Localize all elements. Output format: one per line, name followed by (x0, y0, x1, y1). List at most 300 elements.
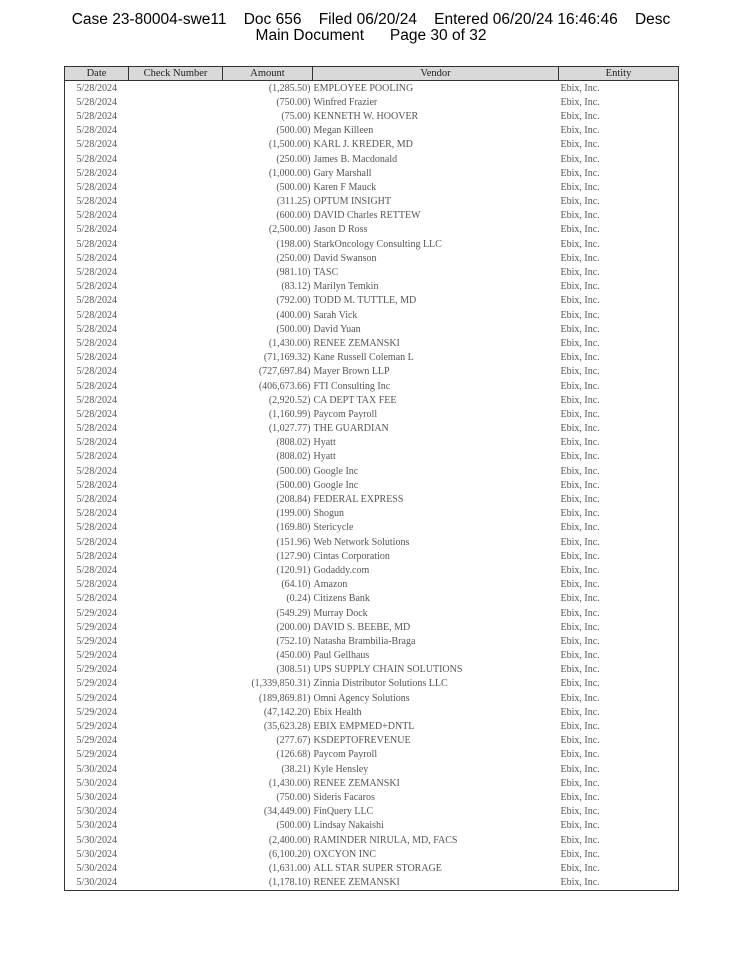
table-row (65, 138, 679, 152)
vendor-cell: Murray Dock (313, 607, 368, 619)
amount-cell: (808.02) (276, 437, 311, 449)
check-number-cell (129, 492, 223, 506)
entity-cell: Ebix, Inc. (559, 393, 679, 407)
amount-cell: (1,430.00) (268, 777, 311, 789)
check-number-cell (129, 195, 223, 209)
check-number-cell (129, 124, 223, 138)
table-row (65, 407, 679, 421)
check-number-cell (129, 776, 223, 790)
vendor-cell: FTI Consulting Inc (313, 380, 391, 392)
check-number-cell (129, 705, 223, 719)
date-cell: 5/28/2024 (65, 407, 129, 421)
table-row (65, 436, 679, 450)
entity-cell: Ebix, Inc. (559, 294, 679, 308)
check-number-cell (129, 790, 223, 804)
vendor-cell: RENEE ZEMANSKI (313, 337, 400, 349)
check-number-cell (129, 861, 223, 875)
table-row (65, 265, 679, 279)
date-cell: 5/29/2024 (65, 677, 129, 691)
column-header-date: Date (65, 67, 129, 81)
date-cell: 5/28/2024 (65, 464, 129, 478)
amount-cell: (38.21) (281, 763, 311, 775)
amount-cell: (2,500.00) (268, 224, 311, 236)
amount-cell: (450.00) (276, 650, 311, 662)
date-cell: 5/28/2024 (65, 379, 129, 393)
table-row (65, 705, 679, 719)
entity-cell: Ebix, Inc. (559, 663, 679, 677)
table-row (65, 592, 679, 606)
vendor-cell: Shogun (313, 508, 345, 520)
date-cell: 5/30/2024 (65, 762, 129, 776)
entity-cell: Ebix, Inc. (559, 251, 679, 265)
check-number-cell (129, 563, 223, 577)
date-cell: 5/28/2024 (65, 492, 129, 506)
check-number-cell (129, 407, 223, 421)
table-row (65, 876, 679, 891)
check-number-cell (129, 535, 223, 549)
vendor-cell: OXCYON INC (313, 848, 376, 860)
entity-cell: Ebix, Inc. (559, 195, 679, 209)
entity-cell: Ebix, Inc. (559, 762, 679, 776)
check-number-cell (129, 280, 223, 294)
amount-cell: (1,631.00) (268, 862, 311, 874)
amount-cell: (500.00) (276, 125, 311, 137)
table-row (65, 649, 679, 663)
vendor-cell: EMPLOYEE POOLING (313, 82, 414, 94)
entity-cell: Ebix, Inc. (559, 705, 679, 719)
amount-cell: (792.00) (276, 295, 311, 307)
entity-cell: Ebix, Inc. (559, 265, 679, 279)
table-row (65, 691, 679, 705)
table-row (65, 677, 679, 691)
entity-cell: Ebix, Inc. (559, 365, 679, 379)
amount-cell: (64.10) (281, 579, 311, 591)
table-row (65, 237, 679, 251)
table-row (65, 180, 679, 194)
entity-cell: Ebix, Inc. (559, 677, 679, 691)
vendor-cell: Paycom Payroll (313, 408, 378, 420)
vendor-cell: StarkOncology Consulting LLC (313, 238, 442, 250)
table-row (65, 762, 679, 776)
check-number-cell (129, 464, 223, 478)
date-cell: 5/28/2024 (65, 578, 129, 592)
vendor-cell: THE GUARDIAN (313, 423, 389, 435)
entity-cell: Ebix, Inc. (559, 847, 679, 861)
date-cell: 5/28/2024 (65, 365, 129, 379)
entity-cell: Ebix, Inc. (559, 336, 679, 350)
check-number-cell (129, 578, 223, 592)
date-cell: 5/28/2024 (65, 223, 129, 237)
amount-cell: (1,027.77) (268, 423, 311, 435)
date-cell: 5/28/2024 (65, 95, 129, 109)
date-cell: 5/28/2024 (65, 265, 129, 279)
vendor-cell: Web Network Solutions (313, 536, 410, 548)
entity-cell: Ebix, Inc. (559, 691, 679, 705)
table-row (65, 634, 679, 648)
table-row (65, 833, 679, 847)
table-row (65, 109, 679, 123)
entity-cell: Ebix, Inc. (559, 166, 679, 180)
entity-cell: Ebix, Inc. (559, 819, 679, 833)
vendor-cell: KENNETH W. HOOVER (313, 110, 419, 122)
table-row (65, 748, 679, 762)
table-row (65, 620, 679, 634)
table-row (65, 95, 679, 109)
vendor-cell: Kane Russell Coleman L (313, 352, 414, 364)
check-number-cell (129, 81, 223, 96)
check-number-cell (129, 152, 223, 166)
vendor-cell: DAVID Charles RETTEW (313, 210, 421, 222)
entity-cell: Ebix, Inc. (559, 464, 679, 478)
date-cell: 5/29/2024 (65, 620, 129, 634)
table-row (65, 492, 679, 506)
entity-cell: Ebix, Inc. (559, 280, 679, 294)
check-number-cell (129, 762, 223, 776)
table-row (65, 450, 679, 464)
table-row (65, 322, 679, 336)
date-cell: 5/28/2024 (65, 478, 129, 492)
check-number-cell (129, 847, 223, 861)
table-row (65, 535, 679, 549)
vendor-cell: KARL J. KREDER, MD (313, 139, 413, 151)
check-number-cell (129, 691, 223, 705)
entity-cell: Ebix, Inc. (559, 734, 679, 748)
check-number-cell (129, 521, 223, 535)
date-cell: 5/28/2024 (65, 336, 129, 350)
table-row (65, 578, 679, 592)
entity-cell: Ebix, Inc. (559, 790, 679, 804)
entity-cell: Ebix, Inc. (559, 379, 679, 393)
check-number-cell (129, 450, 223, 464)
entity-cell: Ebix, Inc. (559, 507, 679, 521)
date-cell: 5/29/2024 (65, 705, 129, 719)
entity-cell: Ebix, Inc. (559, 649, 679, 663)
amount-cell: (120.91) (276, 564, 311, 576)
table-row (65, 209, 679, 223)
vendor-cell: Kyle Hensley (313, 763, 369, 775)
date-cell: 5/29/2024 (65, 634, 129, 648)
vendor-cell: Winfred Frazier (313, 96, 378, 108)
date-cell: 5/28/2024 (65, 209, 129, 223)
case-header-line1: Case 23-80004-swe11 Doc 656 Filed 06/20/24 Entered 06/20/24 16:46:46 Desc (71, 11, 671, 28)
vendor-cell: Google Inc (313, 465, 359, 477)
check-number-cell (129, 209, 223, 223)
table-row (65, 294, 679, 308)
amount-cell: (71,169.32) (263, 352, 311, 364)
check-number-cell (129, 95, 223, 109)
vendor-cell: Jason D Ross (313, 224, 368, 236)
amount-cell: (750.00) (276, 96, 311, 108)
amount-cell: (308.51) (276, 664, 311, 676)
date-cell: 5/28/2024 (65, 521, 129, 535)
date-cell: 5/28/2024 (65, 507, 129, 521)
date-cell: 5/30/2024 (65, 776, 129, 790)
vendor-cell: Hyatt (313, 451, 336, 463)
check-number-cell (129, 322, 223, 336)
check-number-cell (129, 549, 223, 563)
amount-cell: (500.00) (276, 181, 311, 193)
entity-cell: Ebix, Inc. (559, 620, 679, 634)
vendor-cell: TASC (313, 267, 339, 279)
table-row (65, 422, 679, 436)
entity-cell: Ebix, Inc. (559, 748, 679, 762)
amount-cell: (199.00) (276, 508, 311, 520)
vendor-cell: EBIX EMPMED+DNTL (313, 721, 415, 733)
check-number-cell (129, 180, 223, 194)
amount-cell: (500.00) (276, 479, 311, 491)
entity-cell: Ebix, Inc. (559, 436, 679, 450)
entity-cell: Ebix, Inc. (559, 109, 679, 123)
amount-cell: (311.25) (276, 196, 311, 208)
column-header-entity: Entity (559, 67, 679, 81)
date-cell: 5/28/2024 (65, 308, 129, 322)
check-number-cell (129, 379, 223, 393)
table-row (65, 606, 679, 620)
amount-cell: (406,673.66) (258, 380, 311, 392)
entity-cell: Ebix, Inc. (559, 180, 679, 194)
amount-cell: (0.24) (286, 593, 311, 605)
check-number-cell (129, 734, 223, 748)
table-row (65, 847, 679, 861)
date-cell: 5/29/2024 (65, 663, 129, 677)
vendor-cell: David Swanson (313, 252, 377, 264)
table-row (65, 365, 679, 379)
entity-cell: Ebix, Inc. (559, 549, 679, 563)
amount-cell: (1,500.00) (268, 139, 311, 151)
amount-cell: (1,160.99) (268, 408, 311, 420)
vendor-cell: DAVID S. BEEBE, MD (313, 621, 411, 633)
vendor-cell: FEDERAL EXPRESS (313, 494, 404, 506)
check-number-cell (129, 393, 223, 407)
vendor-cell: Karen F Mauck (313, 181, 377, 193)
amount-cell: (1,285.50) (268, 82, 311, 94)
amount-cell: (1,178.10) (223, 876, 313, 891)
check-number-cell (129, 805, 223, 819)
date-cell: 5/28/2024 (65, 294, 129, 308)
table-row (65, 393, 679, 407)
check-number-cell (129, 663, 223, 677)
table-row (65, 719, 679, 733)
date-cell: 5/28/2024 (65, 251, 129, 265)
table-row (65, 223, 679, 237)
amount-cell: (189,869.81) (258, 692, 311, 704)
date-cell: 5/28/2024 (65, 166, 129, 180)
entity-cell: Ebix, Inc. (559, 535, 679, 549)
vendor-cell: James B. Macdonald (313, 153, 398, 165)
amount-cell: (250.00) (276, 252, 311, 264)
vendor-cell: FinQuery LLC (313, 806, 374, 818)
date-cell: 5/28/2024 (65, 549, 129, 563)
vendor-cell: Marilyn Temkin (313, 281, 379, 293)
amount-cell: (549.29) (276, 607, 311, 619)
check-number-cell (129, 251, 223, 265)
vendor-cell: Mayer Brown LLP (313, 366, 390, 378)
table-row (65, 166, 679, 180)
amount-cell: (250.00) (276, 153, 311, 165)
date-cell: 5/30/2024 (65, 833, 129, 847)
vendor-cell: Ebix Health (313, 706, 362, 718)
vendor-cell: Megan Killeen (313, 125, 374, 137)
amount-cell: (600.00) (276, 210, 311, 222)
amount-cell: (2,400.00) (268, 834, 311, 846)
date-cell: 5/29/2024 (65, 691, 129, 705)
check-number-cell (129, 223, 223, 237)
table-row (65, 124, 679, 138)
check-number-cell (129, 336, 223, 350)
table-row (65, 819, 679, 833)
date-cell: 5/28/2024 (65, 322, 129, 336)
entity-cell: Ebix, Inc. (559, 223, 679, 237)
entity-cell: Ebix, Inc. (559, 861, 679, 875)
vendor-cell: Hyatt (313, 437, 336, 449)
date-cell: 5/28/2024 (65, 535, 129, 549)
table-row (65, 351, 679, 365)
entity-cell: Ebix, Inc. (559, 634, 679, 648)
check-number-cell (129, 166, 223, 180)
date-cell: 5/29/2024 (65, 719, 129, 733)
case-header (0, 12, 742, 44)
amount-cell: (208.84) (276, 494, 311, 506)
check-number-cell (129, 606, 223, 620)
entity-cell: Ebix, Inc. (559, 805, 679, 819)
date-cell: 5/28/2024 (65, 436, 129, 450)
table-row (65, 734, 679, 748)
column-header-vendor: Vendor (313, 67, 559, 81)
vendor-cell: Sarah Vick (313, 309, 358, 321)
column-header-amount: Amount (223, 67, 313, 81)
table-row (65, 280, 679, 294)
amount-cell: (500.00) (276, 820, 311, 832)
check-number-cell (129, 351, 223, 365)
date-cell: 5/30/2024 (65, 861, 129, 875)
table-row (65, 663, 679, 677)
vendor-cell: CA DEPT TAX FEE (313, 394, 397, 406)
table-row (65, 336, 679, 350)
entity-cell: Ebix, Inc. (559, 833, 679, 847)
date-cell: 5/28/2024 (65, 563, 129, 577)
amount-cell: (500.00) (276, 323, 311, 335)
date-cell: 5/28/2024 (65, 109, 129, 123)
amount-cell: (400.00) (276, 309, 311, 321)
vendor-cell: ALL STAR SUPER STORAGE (313, 862, 442, 874)
entity-cell: Ebix, Inc. (559, 578, 679, 592)
column-header-check-number: Check Number (129, 67, 223, 81)
entity-cell: Ebix, Inc. (559, 322, 679, 336)
check-number-cell (129, 620, 223, 634)
table-row (65, 464, 679, 478)
date-cell: 5/30/2024 (65, 819, 129, 833)
table-row (65, 81, 679, 96)
check-number-cell (129, 436, 223, 450)
case-header-line2: Main Document Page 30 of 32 (255, 27, 487, 44)
entity-cell: Ebix, Inc. (559, 719, 679, 733)
vendor-cell: RENEE ZEMANSKI (313, 876, 559, 891)
vendor-cell: Amazon (313, 579, 348, 591)
vendor-cell: RAMINDER NIRULA, MD, FACS (313, 834, 458, 846)
date-cell: 5/30/2024 (65, 790, 129, 804)
disbursement-table (64, 66, 679, 891)
amount-cell: (752.10) (276, 635, 311, 647)
check-number-cell (129, 237, 223, 251)
vendor-cell: Google Inc (313, 479, 359, 491)
vendor-cell: OPTUM INSIGHT (313, 196, 391, 208)
check-number-cell (129, 677, 223, 691)
date-cell: 5/28/2024 (65, 592, 129, 606)
date-cell: 5/29/2024 (65, 606, 129, 620)
check-number-cell (129, 308, 223, 322)
entity-cell: Ebix, Inc. (559, 95, 679, 109)
table-row (65, 563, 679, 577)
entity-cell: Ebix, Inc. (559, 422, 679, 436)
check-number-cell (129, 592, 223, 606)
entity-cell: Ebix, Inc. (559, 152, 679, 166)
amount-cell: (2,920.52) (268, 394, 311, 406)
amount-cell: (34,449.00) (263, 806, 311, 818)
table-row (65, 861, 679, 875)
date-cell: 5/30/2024 (65, 805, 129, 819)
vendor-cell: Cintas Corporation (313, 550, 390, 562)
amount-cell: (981.10) (276, 267, 311, 279)
table-row (65, 776, 679, 790)
date-cell: 5/28/2024 (65, 450, 129, 464)
amount-cell: (75.00) (281, 110, 311, 122)
table-row (65, 805, 679, 819)
date-cell: 5/28/2024 (65, 422, 129, 436)
amount-cell: (47,142.20) (263, 706, 311, 718)
table-row (65, 478, 679, 492)
check-number-cell (129, 365, 223, 379)
amount-cell: (198.00) (276, 238, 311, 250)
entity-cell: Ebix, Inc. (559, 308, 679, 322)
amount-cell: (151.96) (276, 536, 311, 548)
entity-cell: Ebix, Inc. (559, 563, 679, 577)
check-number-cell (129, 138, 223, 152)
check-number-cell (129, 294, 223, 308)
entity-cell: Ebix, Inc. (559, 776, 679, 790)
date-cell: 5/29/2024 (65, 649, 129, 663)
entity-cell: Ebix, Inc. (559, 478, 679, 492)
amount-cell: (83.12) (281, 281, 311, 293)
date-cell: 5/28/2024 (65, 81, 129, 96)
vendor-cell: Paul Gellhaus (313, 650, 370, 662)
check-number-cell (129, 634, 223, 648)
amount-cell: (127.90) (276, 550, 311, 562)
amount-cell: (1,000.00) (268, 167, 311, 179)
entity-cell: Ebix, Inc. (559, 492, 679, 506)
table-row (65, 195, 679, 209)
table-header-row (65, 67, 679, 81)
entity-cell: Ebix, Inc. (559, 407, 679, 421)
amount-cell: (808.02) (276, 451, 311, 463)
date-cell: 5/28/2024 (65, 393, 129, 407)
vendor-cell: Godaddy.com (313, 564, 370, 576)
amount-cell: (277.67) (276, 735, 311, 747)
vendor-cell: Paycom Payroll (313, 749, 378, 761)
check-number-cell (129, 833, 223, 847)
amount-cell: (1,430.00) (268, 337, 311, 349)
table-row (65, 549, 679, 563)
check-number-cell (129, 478, 223, 492)
vendor-cell: Natasha Brambilia-Braga (313, 635, 416, 647)
entity-cell: Ebix, Inc. (559, 209, 679, 223)
entity-cell: Ebix, Inc. (559, 521, 679, 535)
check-number-cell (129, 748, 223, 762)
date-cell: 5/28/2024 (65, 351, 129, 365)
check-number-cell (129, 649, 223, 663)
check-number-cell (129, 265, 223, 279)
table-row (65, 521, 679, 535)
date-cell: 5/28/2024 (65, 180, 129, 194)
